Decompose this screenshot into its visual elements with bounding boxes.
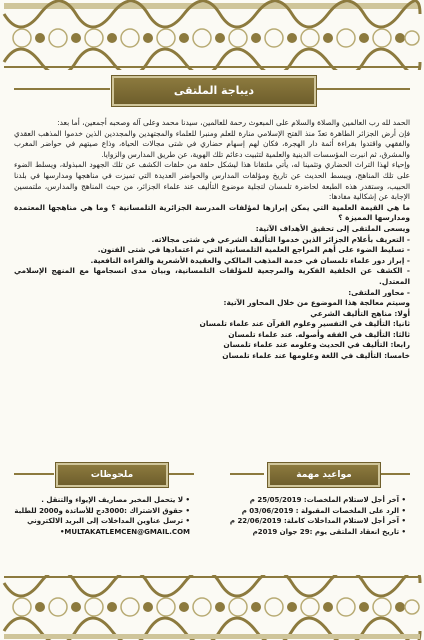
date-item: • تاريخ انعقاد الملتقى يوم :29 جوان 2019م [252, 527, 406, 536]
dates-list [230, 495, 406, 537]
note-item: • حقوق الاشتراك :3000دج للأساتذة و2000 للطلبة [14, 506, 190, 515]
axes-intro: وسيتم معالجة هذا الموضوع من خلال المحاور الآتية: [223, 298, 410, 308]
axis-item: ثانيا: التأليف في التفسير وعلوم القرآن عند علماء تلمسان [199, 319, 410, 329]
date-item: • الرد على الملخصات المقبولة : 03/06/2019 م [241, 506, 406, 515]
goal-item: - التعريف بأعلام الجزائر الذين خدموا التأليف الشرعي في شتى مجالاته. [151, 234, 410, 244]
goal-item: - إبراز دور علماء تلمسان في خدمة المذهب المالكي والعقيدة الأشعرية والقراءة النافعية. [90, 255, 410, 265]
goal-item: - الكشف عن الخلفية الفكرية والمرجعية للمؤلفات التلمسانية، وبيان مدى انسجامها مع المنهج الإسلامي المعتدل. [14, 266, 410, 286]
intro-paragraph-1: فإن أرض الجزائر الطاهرة تعدّ منذ الفتح الإسلامي منارة للعلم ومنبرا للعلماء والمجتهدين والمجددين الذين خدموا المذهب العقدي والفقهي واقتدوا بقراءة أئمة دار الهجرة، فكان لهم إسهام حضاري في شتى مجالات الحياة، وذاع صيتهم في حواضر المغرب والمشرق، ثم انبرت المؤسسات الدينية والعلمية لتثبيت دعائم تلك الهوية، عن طريق المدارس والزوايا. [14, 128, 410, 159]
goal-item: - تسليط الضوء على أهم المراجع العلمية التلمسانية التي تم اعتمادها في شتى الفنون. [97, 245, 410, 255]
title-rule-right [314, 88, 410, 90]
dates-title: مواعيد مهمة [268, 463, 380, 487]
bottom-ornament-border [0, 575, 424, 640]
title-rule-left [14, 88, 110, 90]
opening-text: الحمد لله رب العالمين والصلاة والسلام على المبعوث رحمة للعالمين، سيدنا محمد وعلى آله وصحبه أجمعين، أما بعد: [57, 118, 410, 127]
dates-rule-right [380, 473, 410, 475]
dates-rule-left [230, 473, 264, 475]
date-item: • آخر أجل لاستلام الملخصات: 25/05/2019 م [249, 496, 406, 504]
note-item: • لا يتحمل المخبر مصاريف الإيواء والتنقل . [41, 496, 190, 504]
axis-item: خامسا: التأليف في اللغة وعلومها عند علماء تلمسان [222, 351, 410, 361]
intro-paragraph-2: وإحياء لهذا التراث الحضاري وتثمينا له، يأتي ملتقانا هذا ليشكل حلقة من حلقات الكشف عن تلك الجهود المبذولة، ويسلط الضوء على تلك المناهج، ويبسط الحديث عن تاريخ ومؤلفات المدارس والحواضر العديدة التي تميزت في مناهجها ومدارسها في بلدنا الحبيب، وستقدر هذه الطبعة لحاضرة تلمسان لتجلية موضوع التأليف عند علماء الجزائر، من حيث المناهج والمدارس، ملتمسين الإجابة عن إشكالية مفادها: [14, 160, 410, 202]
note-item: • ترسل عناوين المداخلات إلى البريد الالكتروني [27, 517, 190, 526]
axis-item: رابعا: التأليف في الحديث وعلومه عند علماء تلمسان [223, 340, 410, 350]
axis-item: ثالثا: التأليف في الفقه وأصوله. عند علماء تلمسان [228, 329, 410, 339]
section-title: ديباجة الملتقى [112, 76, 316, 106]
research-question: ما هي القيمة العلمية التي يمكن إبرازها لمؤلفات المدرسة الجزائرية التلمسانية ؟ وما هي مناهجها المعتمدة ومدارسها المميزة ؟ [14, 202, 410, 223]
notes-rule-left [14, 473, 54, 475]
preamble-text [14, 118, 410, 362]
notes-title: ملحوظات [56, 463, 168, 487]
notes-rule-right [166, 473, 194, 475]
axis-item: أولا: مناهج التأليف الشرعي [310, 308, 410, 318]
email-address: MULTAKATLEMCEN@GMAIL.COM• [59, 527, 190, 536]
top-ornament-border [0, 0, 424, 70]
notes-list [14, 495, 190, 537]
goals-heading: ويسعى الملتقى إلى تحقيق الأهداف الآتية: [255, 223, 410, 233]
date-item: • آخر أجل لاستلام المداخلات كاملة: 22/06/2019 م [229, 517, 406, 526]
axes-heading: - محاور الملتقى: [348, 287, 410, 297]
